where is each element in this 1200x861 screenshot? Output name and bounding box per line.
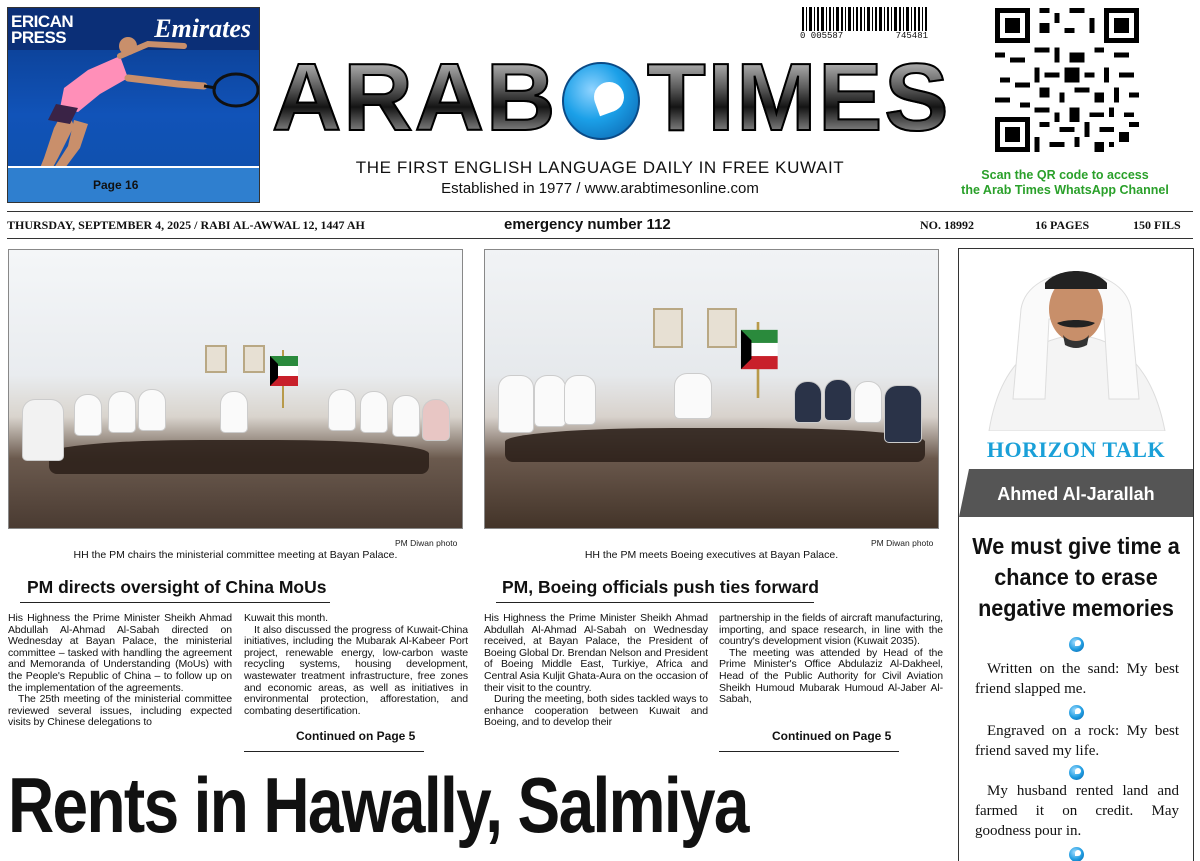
conference-table (49, 440, 429, 474)
attendee (393, 396, 419, 436)
story2-end-rule (719, 751, 899, 752)
globe-bullet-icon (1069, 847, 1084, 861)
attendee (675, 374, 711, 418)
barcode-right-digits: 745481 (895, 31, 928, 41)
story1-continued-link[interactable]: Continued on Page 5 (296, 729, 416, 743)
attendee (535, 376, 565, 426)
column-author (959, 469, 1193, 517)
story1-photo-credit: PM Diwan photo (395, 538, 458, 548)
price: 150 FILS (1133, 218, 1181, 232)
story2-column-2 (719, 613, 943, 706)
story2-col1-paragraph: His Highness the Prime Minister Sheikh Ahmad Abdullah Al-Ahmad Al-Sabah on Wednesday received, at Bayan Palace, the President of Boeing Global Dr. Brendan Nelson and President of Boeing Middle East, Turkiye, Africa and Central Asia Kuljit Ghata-Aura on the occasion of their visit to the country. (484, 612, 708, 694)
story2-photo[interactable] (484, 249, 939, 529)
story2-photo-credit: PM Diwan photo (871, 538, 934, 548)
promo-page-ref: Page 16 (93, 178, 139, 192)
attendee (23, 400, 63, 460)
conference-table (505, 428, 925, 462)
column-paragraph: Written on the sand: My best friend slapped me. (975, 661, 1179, 697)
attendee (139, 390, 165, 430)
story1-col1-paragraph: The 25th meeting of the ministerial committee reviewed several issues, including expected visits by Chinese delegations to (8, 693, 232, 729)
qr-caption-line-1: Scan the QR code to access (981, 168, 1149, 182)
story2-col1-paragraph: During the meeting, both sides tackled ways to enhance cooperation between Kuwait and Boeing, and to develop their (484, 693, 708, 729)
logo-word-arab: ARAB (272, 44, 558, 151)
story2-continued-link[interactable]: Continued on Page 5 (772, 729, 892, 743)
story1-col2-paragraph: It also discussed the progress of Kuwait-China initiatives, including the Mubarak Al-Kabeer Port project, renewable energy, low-carbon waste recycling systems, housing development, wastewater treatment infrastructure, free zones and economic areas, as well as initiatives in environmental protection, afforestation, and combating desertification. (244, 623, 468, 717)
globe-bullet-icon (1069, 705, 1084, 720)
story2-caption: HH the PM meets Boeing executives at Bayan Palace. (584, 549, 839, 561)
barcode-number (800, 31, 928, 41)
attendee (885, 386, 921, 442)
kuwait-flag-icon (264, 350, 302, 408)
portrait-frame (205, 345, 227, 373)
attendee (221, 392, 247, 432)
story1-column-2 (244, 613, 468, 717)
column-title[interactable]: We must give time a chance to erase negative memories (972, 533, 1180, 621)
promo-sponsor-left: ERICAN PRESS (11, 12, 74, 47)
story1-headline[interactable]: PM directs oversight of China MoUs (27, 577, 327, 597)
masthead-established: Established in 1977 / www.arabtimesonline.com (441, 180, 759, 197)
attendee (329, 390, 355, 430)
attendee (499, 376, 533, 432)
page-count: 16 PAGES (1035, 218, 1090, 232)
issue-date: THURSDAY, SEPTEMBER 4, 2025 / RABI AL-AWWAL 12, 1447 AH (7, 218, 365, 232)
portrait-frame (243, 345, 265, 373)
column-author-name: Ahmed Al-Jarallah (997, 484, 1155, 504)
attendee (565, 376, 595, 424)
column-section-title: HORIZON TALK (986, 437, 1166, 462)
arab-times-logo[interactable] (272, 44, 951, 151)
portrait-frame (653, 308, 683, 348)
story2-col2-paragraph: partnership in the fields of aircraft manufacturing, importing, and space research, in line with the country's development vision (Kuwait 2035). (719, 612, 943, 648)
qr-caption-line-2: the Arab Times WhatsApp Channel (961, 183, 1169, 197)
attendee (361, 392, 387, 432)
story1-end-rule (244, 751, 424, 752)
story2-headline-rule (496, 602, 814, 603)
attendee (423, 400, 449, 440)
column-paragraph: Engraved on a rock: My best friend saved my life. (975, 723, 1179, 759)
emergency-number: emergency number 112 (504, 216, 671, 233)
globe-bullet-icon (1069, 637, 1084, 652)
attendee (109, 392, 135, 432)
attendee (825, 380, 851, 420)
promo-sponsor-right: Emirates (154, 14, 251, 43)
qr-caption (940, 168, 1190, 198)
attendee (795, 382, 821, 422)
story1-headline-rule (20, 602, 330, 603)
issue-number: NO. 18992 (920, 218, 974, 232)
qr-code-icon[interactable] (995, 8, 1139, 152)
dateline-bar (7, 211, 1193, 239)
story1-column-1 (8, 613, 232, 729)
logo-word-times: TIMES (647, 44, 951, 151)
sports-promo-box[interactable] (7, 7, 260, 203)
story1-col1-paragraph: His Highness the Prime Minister Sheikh Ahmad Abdullah Al-Ahmad Al-Sabah directed on Wednesday at Bayan Palace, the ministerial committee – tasked with handling the agreement and Memoranda of Understanding (MoUs) with the People's Republic of China – to follow up on the implementation of the agreements. (8, 612, 232, 694)
story1-col2-paragraph: Kuwait this month. (244, 612, 328, 624)
falcon-globe-icon (562, 62, 640, 140)
story2-col2-paragraph: The meeting was attended by Head of the Prime Minister's Office Abdulaziz Al-Dakheel, Head of the Public Authority for Civil Aviation Sheikh Humoud Mubarak Humoud Al-Jaber Al-Sabah, (719, 646, 943, 706)
column-paragraph: My husband rented land and farmed it on credit. May goodness pour in. (975, 783, 1179, 839)
lead-headline[interactable]: Rents in Hawally, Salmiya (8, 761, 748, 849)
horizon-talk-column (958, 248, 1194, 861)
kuwait-flag-icon (733, 322, 783, 398)
attendee (75, 395, 101, 435)
globe-bullet-icon (1069, 765, 1084, 780)
story2-headline[interactable]: PM, Boeing officials push ties forward (502, 577, 819, 597)
attendee (855, 382, 881, 422)
masthead-tagline: THE FIRST ENGLISH LANGUAGE DAILY IN FREE KUWAIT (355, 158, 845, 177)
barcode-left-digits: 0 005587 (800, 31, 844, 41)
author-bar-notch (959, 469, 969, 517)
story2-column-1 (484, 613, 708, 729)
story1-caption: HH the PM chairs the ministerial committee meeting at Bayan Palace. (73, 549, 398, 561)
story1-photo[interactable] (8, 249, 463, 529)
author-portrait (959, 249, 1193, 431)
